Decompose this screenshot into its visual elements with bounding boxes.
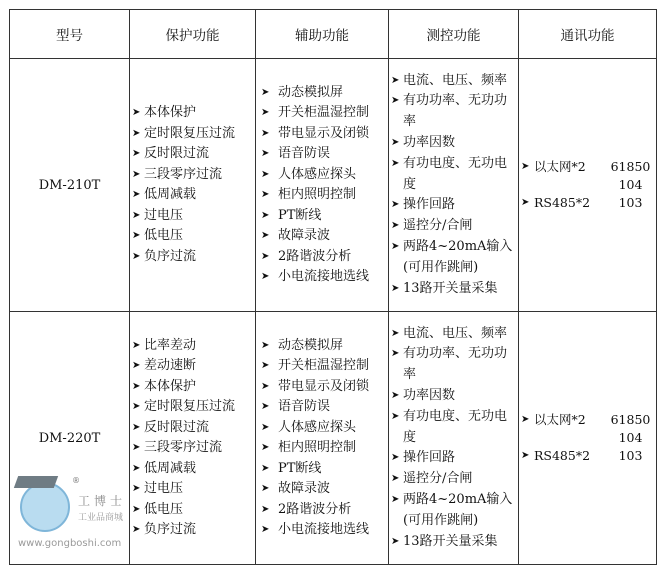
list-item (258, 247, 388, 268)
header-measure: 测控功能 (389, 10, 519, 59)
list-item-text: 故障录波 (278, 481, 331, 496)
list-item (391, 532, 518, 553)
arrow-icon: ➤ (132, 524, 141, 535)
list-item-text: 比率差动 (144, 337, 197, 353)
list-item-text: 操作回路 (403, 197, 456, 213)
list-item (258, 377, 388, 398)
list-item-text: 过电压 (144, 481, 184, 496)
protection-list (130, 103, 255, 267)
comm-block (519, 411, 656, 465)
list-item-text: 功率因数 (403, 388, 456, 403)
arrow-icon: ➤ (261, 483, 270, 494)
list-item (391, 344, 518, 386)
list-item-text: 带电显示及闭锁 (278, 125, 370, 141)
watermark-brand: 工博士 (78, 494, 127, 508)
header-protection: 保护功能 (130, 10, 256, 59)
list-item-text: 操作回路 (403, 450, 456, 466)
watermark-tagline: 工业品商城 (78, 513, 124, 523)
comm-cell (519, 312, 657, 565)
list-item-text: 本体保护 (144, 105, 197, 120)
list-item-text: 13路开关量采集 (403, 280, 498, 296)
arrow-icon: ➤ (132, 503, 141, 515)
arrow-icon: ➤ (132, 401, 141, 412)
arrow-icon: ➤ (261, 107, 270, 118)
list-item (132, 165, 255, 186)
auxiliary-list (256, 83, 388, 288)
measure-list (389, 324, 518, 553)
list-item-text: 遥控分/合闸 (403, 471, 473, 487)
arrow-icon: ➤ (261, 86, 270, 98)
comm-protocol-104: 104 (618, 177, 643, 192)
arrow-icon: ➤ (391, 473, 400, 485)
list-item (132, 103, 255, 124)
list-item (258, 267, 388, 288)
arrow-icon: ➤ (261, 360, 270, 371)
list-item-text: 动态模拟屏 (278, 84, 344, 100)
arrow-icon: ➤ (391, 199, 400, 211)
header-row (10, 10, 657, 59)
list-item (391, 448, 518, 469)
arrow-icon: ➤ (132, 483, 141, 494)
arrow-icon: ➤ (521, 414, 530, 425)
list-item-text: 过电压 (144, 207, 184, 223)
list-item (391, 195, 518, 216)
auxiliary-cell (256, 312, 389, 565)
arrow-icon: ➤ (132, 250, 141, 262)
list-item (258, 438, 388, 459)
arrow-icon: ➤ (391, 240, 400, 252)
list-item-text: 13路开关量采集 (403, 533, 498, 549)
list-item (391, 407, 518, 449)
list-item-text: 语音防误 (278, 146, 331, 161)
list-item (132, 185, 255, 206)
arrow-icon: ➤ (391, 410, 400, 422)
arrow-icon: ➤ (132, 339, 141, 351)
list-item (132, 438, 255, 459)
list-item (132, 226, 255, 247)
arrow-icon: ➤ (261, 271, 270, 282)
list-item-text: 三段零序过流 (144, 440, 223, 455)
list-item-text: 本体保护 (144, 378, 197, 394)
list-item-text: 负序过流 (144, 248, 197, 264)
comm-ethernet-label: 以太网*2 (534, 412, 586, 427)
list-item-text: 小电流接地选线 (278, 269, 370, 284)
arrow-icon: ➤ (261, 421, 270, 433)
comm-cell (519, 59, 657, 312)
list-item-text: 有功电度、无功电度 (403, 155, 508, 192)
list-item-text: 语音防误 (278, 399, 331, 414)
list-item-text: 电流、电压、频率 (403, 325, 508, 341)
graduation-cap-icon (14, 476, 58, 488)
list-item (132, 336, 255, 357)
arrow-icon: ➤ (261, 230, 270, 241)
list-item-text: 柜内照明控制 (278, 187, 357, 202)
list-item (132, 247, 255, 268)
comm-ethernet-protocol: 61850 (610, 159, 651, 174)
arrow-icon: ➤ (261, 250, 270, 262)
list-item (391, 216, 518, 237)
arrow-icon: ➤ (132, 148, 141, 159)
list-item-text: 低周减载 (144, 187, 197, 202)
arrow-icon: ➤ (132, 209, 141, 221)
list-item-text: 人体感应探头 (278, 419, 357, 435)
model-cell: DM-210T (10, 59, 130, 312)
list-item (391, 490, 518, 532)
list-item (132, 418, 255, 439)
header-comm: 通讯功能 (519, 10, 657, 59)
list-item (258, 459, 388, 480)
list-item-text: PT断线 (278, 207, 322, 223)
arrow-icon: ➤ (391, 327, 400, 339)
list-item-text: 小电流接地选线 (278, 522, 370, 537)
comm-ethernet-protocol: 61850 (610, 412, 651, 427)
table-row (10, 59, 657, 312)
arrow-icon: ➤ (132, 127, 141, 139)
list-item (132, 144, 255, 165)
arrow-icon: ➤ (261, 189, 270, 200)
list-item-text: 2路谐波分析 (278, 248, 352, 264)
comm-rs485 (521, 194, 656, 212)
arrow-icon: ➤ (132, 360, 141, 371)
arrow-icon: ➤ (132, 442, 141, 453)
list-item-text: 故障录波 (278, 228, 331, 243)
list-item-text: 动态模拟屏 (278, 337, 344, 353)
list-item (391, 324, 518, 345)
arrow-icon: ➤ (391, 74, 400, 86)
list-item (391, 133, 518, 154)
model-cell: DM-220T (10, 312, 130, 565)
watermark-logo (14, 476, 154, 556)
measure-list (389, 71, 518, 300)
arrow-icon: ➤ (391, 535, 400, 547)
list-item-text: 功率因数 (403, 135, 456, 150)
list-item-text: 低周减载 (144, 460, 197, 476)
measure-cell (389, 59, 519, 312)
list-item-text: 有功功率、无功功率 (403, 93, 508, 130)
list-item (132, 377, 255, 398)
list-item-text: 负序过流 (144, 522, 197, 537)
comm-mid-protocol (521, 429, 656, 447)
list-item (391, 386, 518, 407)
list-item (258, 336, 388, 357)
arrow-icon: ➤ (521, 197, 530, 208)
list-item-text: 人体感应探头 (278, 166, 357, 182)
list-item-text: 三段零序过流 (144, 166, 223, 182)
list-item-text: 定时限复压过流 (144, 399, 236, 414)
comm-block (519, 158, 656, 212)
arrow-icon: ➤ (132, 380, 141, 392)
comm-rs485-label: RS485*2 (534, 195, 591, 210)
list-item-text: 两路4~20mA输入(可用作跳闸) (403, 238, 513, 275)
list-item-text: 低电压 (144, 501, 184, 517)
comm-ethernet-label: 以太网*2 (534, 159, 586, 174)
list-item (132, 356, 255, 377)
list-item-text: 有功电度、无功电度 (403, 408, 508, 445)
arrow-icon: ➤ (261, 380, 270, 392)
list-item (391, 71, 518, 92)
list-item-text: 有功功率、无功功率 (403, 346, 508, 383)
arrow-icon: ➤ (261, 462, 270, 474)
arrow-icon: ➤ (132, 462, 141, 474)
arrow-icon: ➤ (391, 95, 400, 107)
list-item-text: PT断线 (278, 460, 322, 476)
comm-rs485 (521, 447, 656, 465)
auxiliary-cell (256, 59, 389, 312)
list-item-text: 电流、电压、频率 (403, 72, 508, 88)
arrow-icon: ➤ (132, 168, 141, 180)
list-item (132, 397, 255, 418)
arrow-icon: ➤ (261, 339, 270, 351)
comm-ethernet (521, 158, 656, 176)
arrow-icon: ➤ (132, 107, 141, 118)
comm-rs485-protocol: 103 (618, 448, 643, 463)
list-item (258, 206, 388, 227)
arrow-icon: ➤ (261, 209, 270, 221)
arrow-icon: ➤ (391, 493, 400, 505)
list-item-text: 开关柜温湿控制 (278, 358, 370, 373)
list-item (391, 279, 518, 300)
list-item (391, 154, 518, 196)
list-item (132, 206, 255, 227)
list-item-text: 带电显示及闭锁 (278, 378, 370, 394)
header-model: 型号 (10, 10, 130, 59)
arrow-icon: ➤ (261, 524, 270, 535)
arrow-icon: ➤ (261, 401, 270, 412)
list-item-text: 差动速断 (144, 358, 197, 373)
watermark-url: www.gongboshi.com (18, 538, 122, 549)
list-item (258, 144, 388, 165)
arrow-icon: ➤ (261, 148, 270, 159)
comm-rs485-label: RS485*2 (534, 448, 591, 463)
list-item (258, 103, 388, 124)
list-item (258, 397, 388, 418)
arrow-icon: ➤ (521, 161, 530, 172)
list-item (258, 165, 388, 186)
arrow-icon: ➤ (391, 282, 400, 294)
list-item-text: 2路谐波分析 (278, 501, 352, 517)
arrow-icon: ➤ (521, 450, 530, 461)
list-item-text: 反时限过流 (144, 146, 210, 161)
arrow-icon: ➤ (391, 390, 400, 401)
comm-mid-protocol (521, 176, 656, 194)
list-item-text: 低电压 (144, 228, 184, 243)
list-item (391, 91, 518, 133)
comm-rs485-protocol: 103 (618, 195, 643, 210)
arrow-icon: ➤ (261, 127, 270, 139)
arrow-icon: ➤ (132, 230, 141, 241)
arrow-icon: ➤ (132, 189, 141, 200)
list-item (391, 237, 518, 279)
arrow-icon: ➤ (132, 421, 141, 433)
list-item (391, 469, 518, 490)
arrow-icon: ➤ (391, 157, 400, 169)
arrow-icon: ➤ (391, 452, 400, 464)
header-auxiliary: 辅助功能 (256, 10, 389, 59)
arrow-icon: ➤ (391, 348, 400, 360)
measure-cell (389, 312, 519, 565)
list-item (258, 124, 388, 145)
list-item (258, 185, 388, 206)
list-item (258, 500, 388, 521)
mascot-icon (20, 482, 70, 532)
list-item-text: 定时限复压过流 (144, 125, 236, 141)
list-item (258, 479, 388, 500)
list-item (258, 520, 388, 541)
list-item (258, 226, 388, 247)
list-item (258, 83, 388, 104)
registered-mark: ® (72, 476, 80, 485)
arrow-icon: ➤ (261, 442, 270, 453)
arrow-icon: ➤ (261, 168, 270, 180)
list-item-text: 遥控分/合闸 (403, 218, 473, 234)
list-item (258, 356, 388, 377)
comm-protocol-104: 104 (618, 430, 643, 445)
auxiliary-list (256, 336, 388, 541)
arrow-icon: ➤ (391, 220, 400, 232)
list-item (132, 124, 255, 145)
comm-ethernet (521, 411, 656, 429)
list-item-text: 两路4~20mA输入(可用作跳闸) (403, 491, 513, 528)
list-item-text: 柜内照明控制 (278, 440, 357, 455)
protection-cell (130, 59, 256, 312)
list-item (258, 418, 388, 439)
arrow-icon: ➤ (261, 503, 270, 515)
list-item-text: 反时限过流 (144, 419, 210, 435)
list-item-text: 开关柜温湿控制 (278, 105, 370, 120)
arrow-icon: ➤ (391, 137, 400, 148)
